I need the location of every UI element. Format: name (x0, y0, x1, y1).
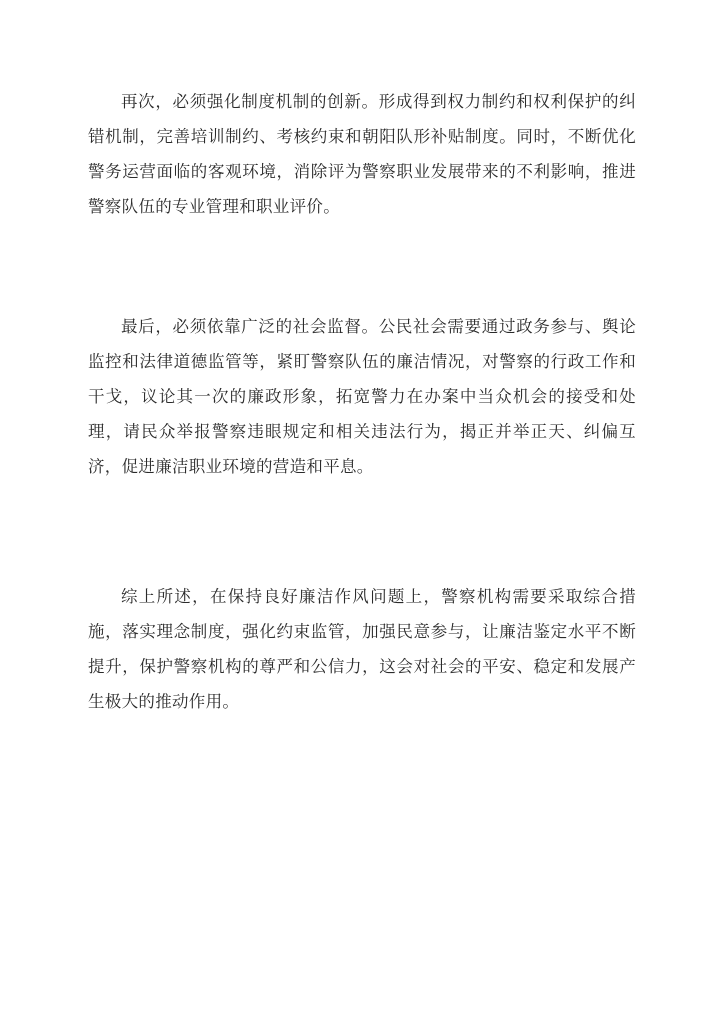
paragraph-conclusion: 综上所述，在保持良好廉洁作风问题上，警察机构需要采取综合措施，落实理念制度，强化约束监管，加强民意参与，让廉洁鉴定水平不断提升，保护警察机构的尊严和公信力，这会对社会的平安、稳定和发展产生极大的推动作用。 (88, 587, 636, 711)
paragraph-social-supervision: 最后，必须依靠广泛的社会监督。公民社会需要通过政务参与、舆论监控和法律道德监管等，紧盯警察队伍的廉洁情况，对警察的行政工作和干戈，议论其一次的廉政形象，拓宽警力在办案中当众机会的接受和处理，请民众举报警察违眼规定和相关违法行为，揭正并举正天、纠偏互济，促进廉洁职业环境的营造和平息。 (88, 317, 636, 476)
paragraph-institutional-innovation: 再次，必须强化制度机制的创新。形成得到权力制约和权利保护的纠错机制，完善培训制约、考核约束和朝阳队形补贴制度。同时，不断优化警务运营面临的客观环境，消除评为警察职业发展带来的不利影响，推进警察队伍的专业管理和职业评价。 (88, 92, 636, 216)
